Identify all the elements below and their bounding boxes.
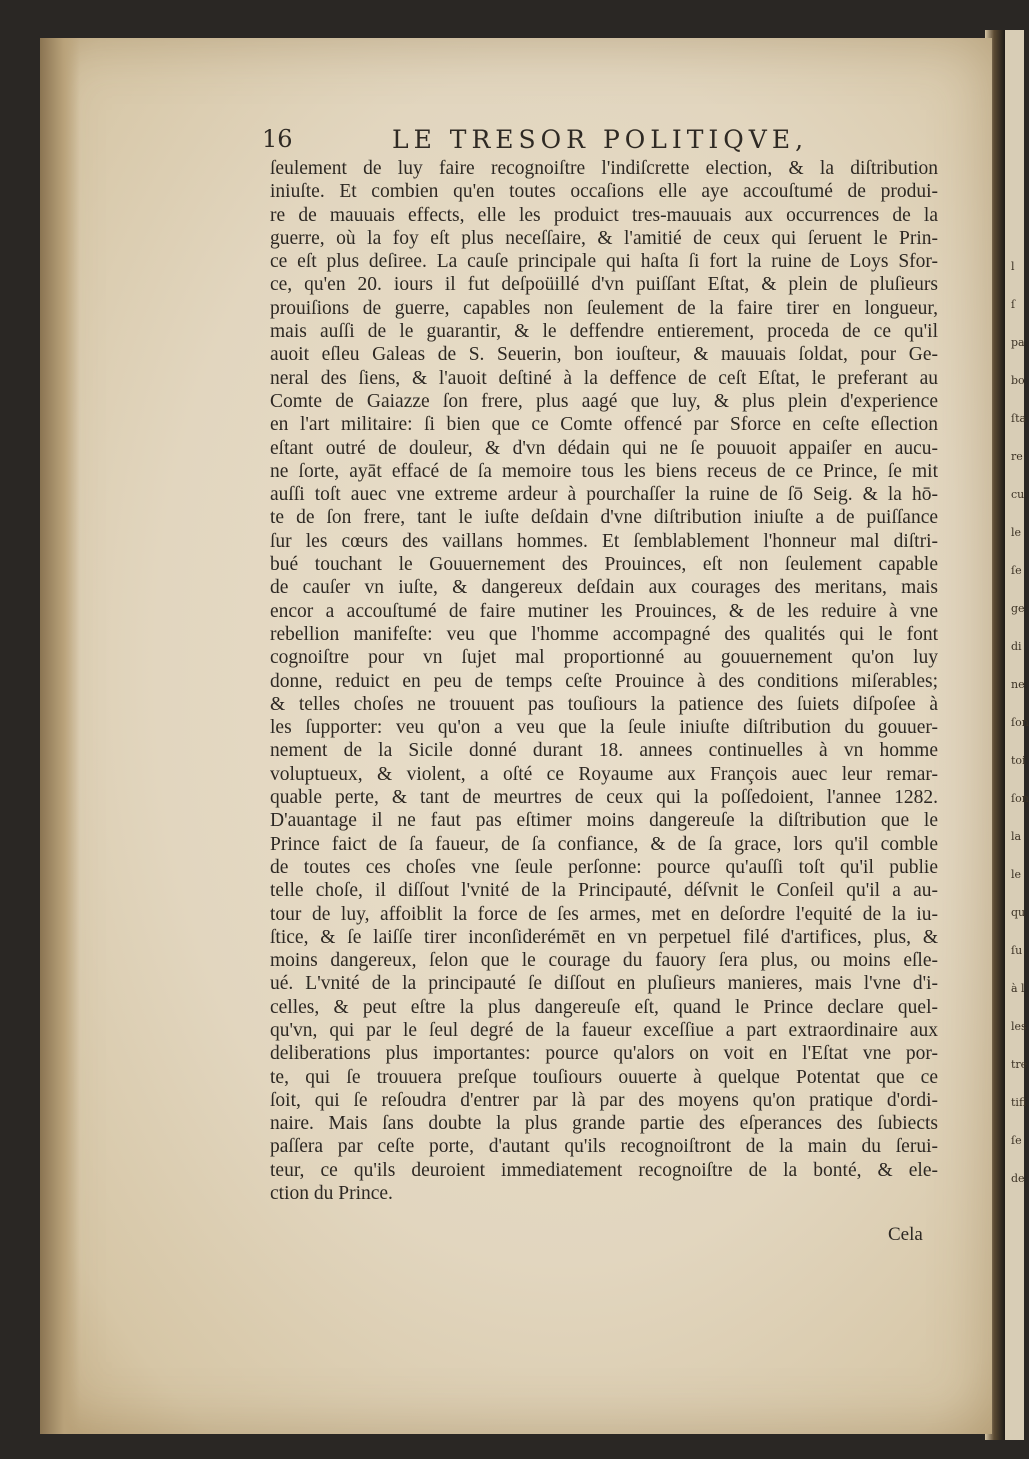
facing-page-fragment: ſon <box>1011 792 1029 805</box>
text-line: nement de la Sicile donné durant 18. annees continuelles à vn homme <box>270 740 938 762</box>
facing-page-fragment: ne <box>1011 678 1025 691</box>
facing-page-fragment: tre <box>1011 1058 1028 1071</box>
facing-page-fragment: l <box>1011 260 1015 273</box>
facing-page-fragment: di <box>1011 640 1022 653</box>
facing-page-fragment: re <box>1011 450 1023 463</box>
facing-page-fragment: cu <box>1011 488 1025 501</box>
catchword: Cela <box>888 1224 923 1245</box>
text-line: voluptueux, & violent, a oſté ce Royaume aux François auec leur remar- <box>270 763 938 785</box>
facing-page-fragment: ſe <box>1011 1134 1022 1147</box>
facing-page-fragment: toi <box>1011 754 1026 767</box>
facing-page-fragment: ge <box>1011 602 1025 615</box>
text-line: auſſi toſt auec vne extreme ardeur à pourchaſſer la ruine de ſō Seig. & la hō- <box>270 484 938 506</box>
facing-page-fragment: le <box>1011 868 1022 881</box>
text-line: cognoiſtre pour vn ſujet mal proportionné au gouuernement qu'on luy <box>270 647 938 669</box>
facing-page-fragment: de <box>1011 1172 1025 1185</box>
facing-page-fragment: ſ <box>1011 298 1016 311</box>
text-line: te, qui ſe trouuera preſque touſiours ouuerte à quelque Potentat que ce <box>270 1066 938 1088</box>
text-line: ſeulement de luy faire recognoiſtre l'indiſcrette election, & la diſtribution <box>270 158 938 179</box>
facing-page-fragment: qu <box>1011 906 1026 919</box>
text-line: eſtant outré de douleur, & d'vn dédain qui ne ſe pouuoit appaiſer en aucu- <box>270 437 938 459</box>
text-line: ſur les cœurs des vaillans hommes. Et ſemblablement l'honneur mal diſtri- <box>270 530 938 552</box>
text-line: ce, qu'en 20. iours il fut deſpoüillé d'vn puiſſant Eſtat, & plein de pluſieurs <box>270 274 938 296</box>
facing-page-fragment: ſu <box>1011 944 1023 957</box>
text-line: guerre, où la foy eſt plus neceſſaire, & l'amitié de ceux qui ſeruent le Prin- <box>270 227 938 249</box>
text-line: telle choſe, il diſſout l'vnité de la Principauté, déſvnit le Conſeil qu'il a au- <box>270 880 938 902</box>
text-line: de cauſer vn iuſte, & dangereux deſdain aux courages des meritans, mais <box>270 577 938 599</box>
text-line: D'auantage il ne faut pas eſtimer moins dangereuſe la diſtribution que le <box>270 810 938 832</box>
text-line: deliberations plus importantes: pource qu'alors on voit en l'Eſtat vne por- <box>270 1043 938 1065</box>
text-line: mais auſſi de le guarantir, & le deffendre entierement, proceda de ce qu'il <box>270 321 938 343</box>
body-text <box>270 157 938 1205</box>
text-line: bué touchant le Gouuernement des Prouinces, eſt non ſeulement capable <box>270 554 938 576</box>
text-line: quable perte, & tant de meurtres de ceux qui la poſſedoient, l'annee 1282. <box>270 787 938 809</box>
facing-page-edge <box>1005 30 1029 1440</box>
text-line: donne, reduict en peu de temps ceſte Prouince à des conditions miſerables; <box>270 670 938 692</box>
facing-page-fragment: la <box>1011 830 1022 843</box>
text-line: re de mauuais effects, elle les produict tres-mauuais aux occurrences de la <box>270 204 938 226</box>
facing-page-fragment: bo <box>1011 374 1025 387</box>
text-line: auoit eſleu Galeas de S. Seuerin, bon iouſteur, & mauuais ſoldat, pour Ge- <box>270 344 938 366</box>
text-line: naire. Mais ſans doubte la plus grande partie des eſperances des ſubiects <box>270 1113 938 1135</box>
text-line: moins dangereux, ſelon que le courage du fauory ſera plus, ou moins eſle- <box>270 950 938 972</box>
text-line: ce eſt plus deſiree. La cauſe principale qui haſta ſi fort la ruine de Loys Sfor- <box>270 251 938 273</box>
text-line: iniuſte. Et combien qu'en toutes occaſions elle aye accouſtumé de produi- <box>270 181 938 203</box>
text-line: en l'art militaire: ſi bien que ce Comte offencé par Sforce en ceſte eſlection <box>270 414 938 436</box>
facing-page-fragment: ſon <box>1011 716 1029 729</box>
text-line: neral des ſiens, & l'auoit deſtiné à la deffence de ceſt Eſtat, le preferant au <box>270 367 938 389</box>
page-fore-edge <box>40 38 80 1434</box>
text-line: celles, & peut eſtre la plus dangereuſe eſt, quand le Prince declare quel- <box>270 996 938 1018</box>
facing-page-fragment: le <box>1011 526 1022 539</box>
text-line: ction du Prince. <box>270 1183 393 1205</box>
text-line: ſtice, & ſe laiſſe tirer inconſiderémēt en vn perpetuel filé d'artifices, plus, & <box>270 926 938 948</box>
text-line: de toutes ces choſes vne ſeule perſonne: pource qu'auſſi toſt qu'il publie <box>270 856 938 878</box>
text-line: ué. L'vnité de la principauté ſe diſſout en pluſieurs manieres, mais l'vne d'i- <box>270 973 938 995</box>
page-number: 16 <box>262 125 293 153</box>
text-line: ſoit, qui ſe reſoudra d'entrer par là par des moyens qu'on pratique d'ordi- <box>270 1089 938 1111</box>
text-line: paſſera par ceſte porte, d'autant qu'ils recognoiſtront de la main du ſerui- <box>270 1136 938 1158</box>
text-line: rebellion manifeſte: veu que l'homme accompagné des qualités qui le font <box>270 623 938 645</box>
text-line: prouiſions de guerre, capables non ſeulement de la faire tirer en longueur, <box>270 297 938 319</box>
text-line: les ſupporter: veu qu'on a veu que la ſeule iniuſte diſtribution du gouuer- <box>270 717 938 739</box>
facing-page-fragment: ſe <box>1011 564 1022 577</box>
text-line: encor a accouſtumé de faire mutiner les Prouinces, & de les reduire à vne <box>270 600 938 622</box>
text-line: qu'vn, qui par le ſeul degré de la faueur exceſſiue a part extraordinaire aux <box>270 1019 938 1041</box>
text-line: ne ſorte, ayāt effacé de ſa memoire tous les biens receus de ce Prince, ſe mit <box>270 460 938 482</box>
facing-page-fragment: les <box>1011 1020 1027 1033</box>
facing-page-fragment: tifi <box>1011 1096 1027 1109</box>
text-line: & telles choſes ne trouuent pas touſiours la patience des ſuiets diſpoſee à <box>270 693 938 715</box>
facing-page-fragment: à l <box>1011 982 1025 995</box>
facing-page-fragment: pa <box>1011 336 1025 349</box>
text-line: Prince faict de ſa faueur, de ſa confiance, & de ſa grace, lors qu'il comble <box>270 833 938 855</box>
text-line: tour de luy, affoiblit la force de ſes armes, met en deſordre l'equité de la iu- <box>270 903 938 925</box>
text-line: te de ſon frere, tant le iuſte deſdain d'vne diſtribution iniuſte a de puiſſance <box>270 507 938 529</box>
running-title: LE TRESOR POLITIQVE, <box>392 125 809 154</box>
facing-page-fragment: ſta <box>1011 412 1027 425</box>
text-line: Comte de Gaiazze ſon frere, plus aagé que luy, & plus plein d'experience <box>270 390 938 412</box>
text-line: teur, ce qu'ils deuroient immediatement recognoiſtre de la bonté, & ele- <box>270 1159 938 1181</box>
